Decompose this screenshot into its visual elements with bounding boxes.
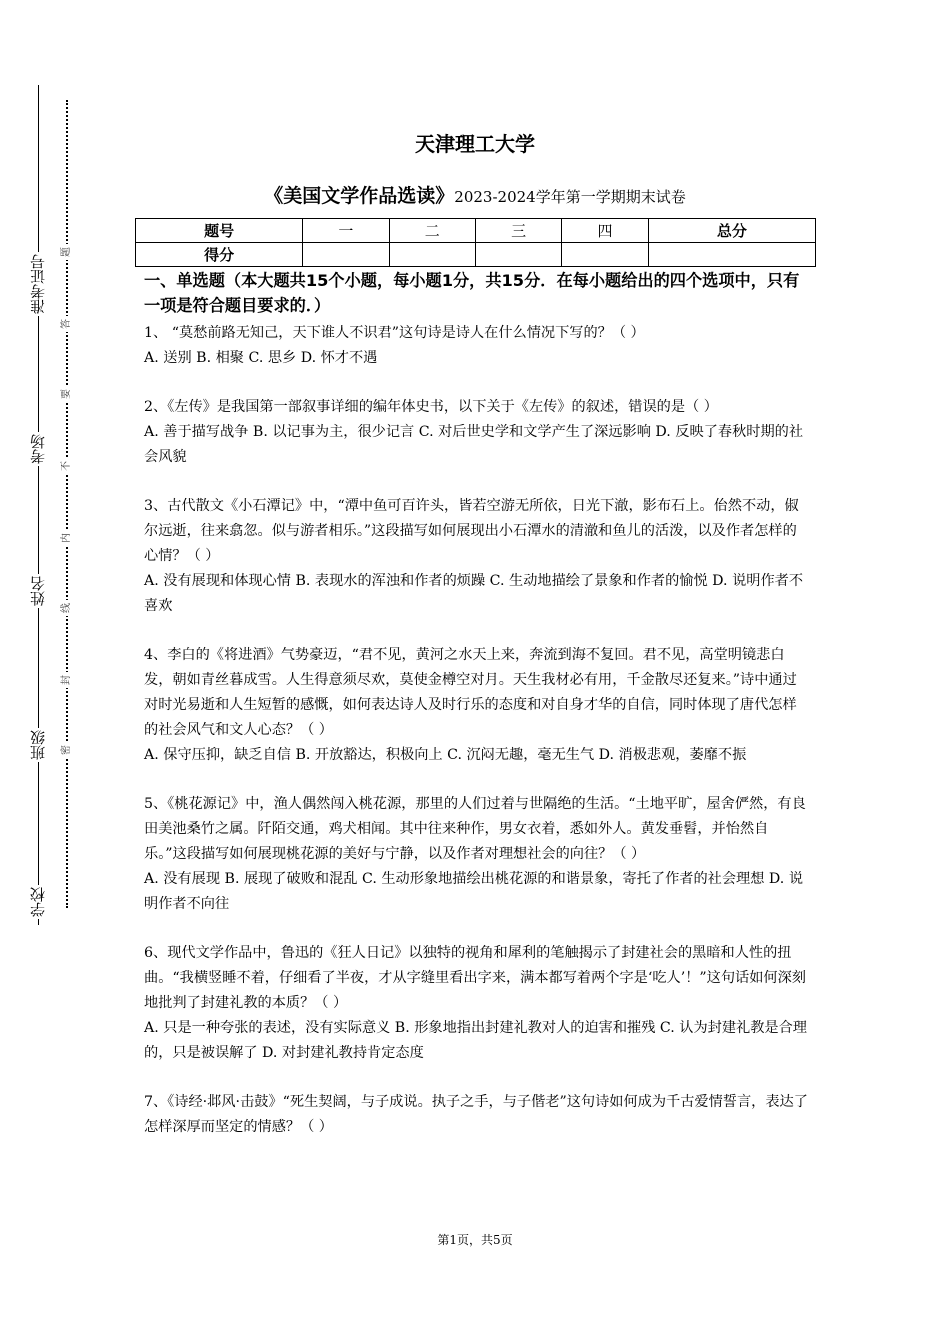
question-3: [144, 494, 808, 619]
binding-solid-line: [38, 85, 39, 925]
question-options: A. 保守压抑，缺乏自信 B. 开放豁达，积极向上 C. 沉闷无趣，毫无生气 D. 消极悲观，萎靡不振: [144, 747, 747, 763]
question-stem: 3、古代散文《小石潭记》中，“潭中鱼可百许头，皆若空游无所依，日光下澈，影布石上。佁然不动，俶尔远逝，往来翕忽。似与游者相乐。”这段描写如何展现出小石潭水的清澈和鱼儿的活泼，以及作者怎样的心情？（ ）: [144, 498, 799, 564]
exam-term: 2023-2024学年第一学期期末试卷: [454, 188, 686, 206]
score-table-score-row: [136, 243, 816, 267]
label-class: 班级: [30, 728, 50, 762]
seal-char: 密: [59, 742, 75, 758]
question-stem: 6、现代文学作品中，鲁迅的《狂人日记》以独特的视角和犀利的笔触揭示了封建社会的黑暗和人性的扭曲。“我横竖睡不着，仔细看了半夜，才从字缝里看出字来，满本都写着两个字是‘吃人’！”这句话如何深刻地批判了封建礼教的本质？（ ）: [144, 945, 806, 1011]
score-cell: [562, 243, 648, 267]
question-1: [144, 321, 808, 371]
university-title: 天津理工大学: [415, 132, 535, 156]
page-footer: 第1页，共5页: [437, 1233, 513, 1247]
score-header-cell: 三: [475, 219, 561, 243]
seal-dotted-line: [66, 100, 68, 908]
question-options: A. 只是一种夸张的表述，没有实际意义 B. 形象地指出封建礼教对人的迫害和摧残 C. 认为封建礼教是合理的，只是被误解了 D. 对封建礼教持肯定态度: [144, 1020, 807, 1061]
score-cell: [389, 243, 475, 267]
seal-char: 内: [59, 530, 75, 546]
label-exam-id: 准考证号: [30, 252, 50, 316]
score-header-cell: 总分: [648, 219, 815, 243]
label-exam-room: 考场: [30, 432, 50, 466]
question-stem: 7、《诗经·邶风·击鼓》“死生契阔，与子成说。执子之手，与子偕老”这句诗如何成为千古爱情誓言，表达了怎样深厚而坚定的情感？（ ）: [144, 1094, 808, 1135]
score-table: [135, 218, 816, 267]
course-name: 《美国文学作品选读》: [264, 185, 455, 207]
question-options: A. 没有展现和体现心情 B. 表现水的浑浊和作者的烦躁 C. 生动地描绘了景象和作者的愉悦 D. 说明作者不喜欢: [144, 573, 804, 614]
exam-subtitle: [0, 181, 950, 208]
question-2: [144, 395, 808, 470]
question-options: A. 善于描写战争 B. 以记事为主，很少记言 C. 对后世史学和文学产生了深远影响 D. 反映了春秋时期的社会风貌: [144, 424, 804, 465]
score-header-cell: 四: [562, 219, 648, 243]
label-school: 学校: [30, 885, 50, 919]
score-table-header-row: [136, 219, 816, 243]
score-cell: [303, 243, 389, 267]
seal-char: 要: [59, 386, 75, 402]
question-stem: 2、《左传》是我国第一部叙事详细的编年体史书，以下关于《左传》的叙述，错误的是（ ）: [144, 399, 718, 415]
question-stem: 4、李白的《将进酒》气势豪迈，“君不见，黄河之水天上来，奔流到海不复回。君不见，高堂明镜悲白发，朝如青丝暮成雪。人生得意须尽欢，莫使金樽空对月。天生我材必有用，千金散尽还复来。”诗中通过对时光易逝和人生短暂的感慨，如何表达诗人及时行乐的态度和对自身才华的自信，同时体现了唐代怎样的社会风气和文人心态？（ ）: [144, 647, 797, 738]
exam-content: [144, 268, 808, 1164]
score-header-cell: 一: [303, 219, 389, 243]
seal-char: 题: [59, 244, 75, 260]
score-cell: [475, 243, 561, 267]
question-5: [144, 792, 808, 917]
question-6: [144, 941, 808, 1066]
seal-char: 封: [59, 672, 75, 688]
section-heading: 一、单选题（本大题共15个小题，每小题1分，共15分．在每小题给出的四个选项中，只有一项是符合题目要求的．）: [144, 271, 800, 315]
question-stem: 5、《桃花源记》中，渔人偶然闯入桃花源，那里的人们过着与世隔绝的生活。“土地平旷，屋舍俨然，有良田美池桑竹之属。阡陌交通，鸡犬相闻。其中往来种作，男女衣着，悉如外人。黄发垂髫，并怡然自乐。”这段描写如何展现桃花源的美好与宁静，以及作者对理想社会的向往？（ ）: [144, 796, 806, 862]
score-header-cell: 二: [389, 219, 475, 243]
seal-char: 线: [59, 600, 75, 616]
score-cell: [648, 243, 815, 267]
question-7: [144, 1090, 808, 1140]
question-stem: 1、 “莫愁前路无知己，天下谁人不识君”这句诗是诗人在什么情况下写的？（ ）: [144, 325, 645, 341]
score-row-label: 得分: [136, 243, 303, 267]
question-options: A. 送别 B. 相聚 C. 思乡 D. 怀才不遇: [144, 350, 378, 366]
seal-char: 答: [59, 316, 75, 332]
question-options: A. 没有展现 B. 展现了破败和混乱 C. 生动形象地描绘出桃花源的和谐景象，寄托了作者的社会理想 D. 说明作者不向往: [144, 871, 804, 912]
score-header-cell: 题号: [136, 219, 303, 243]
label-name: 姓名: [30, 574, 50, 608]
seal-char: 不: [59, 458, 75, 474]
question-4: [144, 643, 808, 768]
